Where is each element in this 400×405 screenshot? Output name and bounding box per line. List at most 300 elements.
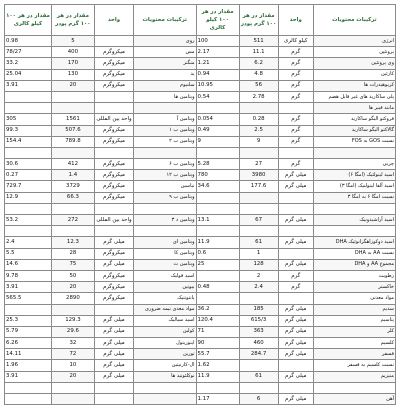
left-gram-cell: 3729: [51, 181, 94, 192]
right-kcal-cell: 71: [196, 326, 239, 337]
left-component-cell: ویتامین کا: [134, 248, 197, 259]
left-gram-cell: [51, 147, 94, 158]
right-component-cell: کربوهیدرات ها: [313, 80, 395, 91]
right-gram-cell: [239, 203, 278, 214]
left-gram-cell: 412: [51, 159, 94, 170]
right-kcal-cell: [196, 203, 239, 214]
table-row: [5, 326, 396, 337]
left-component-cell: بیوتین: [134, 282, 197, 293]
right-gram-cell: 67: [239, 215, 278, 226]
table-row: [5, 147, 396, 158]
table-row: [5, 349, 396, 360]
right-unit-cell: گرم: [278, 270, 313, 281]
left-unit-cell: [94, 36, 133, 47]
left-unit-cell: میکروگرم: [94, 170, 133, 181]
right-component-cell: نسبت امگا ۶ به امگا ۳: [313, 192, 395, 203]
right-unit-cell: [278, 248, 313, 259]
left-kcal-cell: 3.91: [5, 282, 52, 293]
right-gram-cell: [239, 147, 278, 158]
right-gram-cell: 6: [239, 394, 278, 405]
left-kcal-cell: [5, 394, 52, 405]
left-component-cell: ویتامین ها: [134, 91, 197, 102]
header-right-amount: مقدار در هر ۱۰۰ کیلو کالری: [196, 5, 239, 36]
right-component-cell: [313, 203, 395, 214]
left-kcal-cell: [5, 203, 52, 214]
right-kcal-cell: 5.28: [196, 159, 239, 170]
right-kcal-cell: 13.1: [196, 215, 239, 226]
right-kcal-cell: 100: [196, 36, 239, 47]
left-gram-cell: [51, 226, 94, 237]
right-component-cell: آهن: [313, 394, 395, 405]
right-gram-cell: 128: [239, 259, 278, 270]
right-component-cell: کلسیم: [313, 338, 395, 349]
left-unit-cell: [94, 203, 133, 214]
left-gram-cell: 789.8: [51, 136, 94, 147]
left-gram-cell: 5: [51, 36, 94, 47]
left-gram-cell: 32: [51, 338, 94, 349]
left-kcal-cell: 14.11: [5, 349, 52, 360]
left-unit-cell: [94, 91, 133, 102]
right-gram-cell: 2.78: [239, 91, 278, 102]
right-unit-cell: گرم: [278, 114, 313, 125]
right-component-cell: انرژی: [313, 36, 395, 47]
right-component-cell: [313, 226, 395, 237]
right-kcal-cell: 10.95: [196, 80, 239, 91]
right-unit-cell: میلی گرم: [278, 315, 313, 326]
right-unit-cell: گرم: [278, 80, 313, 91]
right-unit-cell: گرم: [278, 58, 313, 69]
left-kcal-cell: 12.9: [5, 192, 52, 203]
right-kcal-cell: 780: [196, 170, 239, 181]
right-component-cell: منیزیم: [313, 371, 395, 382]
left-component-cell: ویتامین ب ۲: [134, 136, 197, 147]
table-row: [5, 293, 396, 304]
left-unit-cell: میکروگرم: [94, 270, 133, 281]
left-unit-cell: میلی گرم: [94, 338, 133, 349]
right-unit-cell: میلی گرم: [278, 338, 313, 349]
right-gram-cell: 0.28: [239, 114, 278, 125]
nutrition-table: [4, 4, 396, 405]
left-kcal-cell: 154.4: [5, 136, 52, 147]
right-component-cell: اسید آلفا لینولنیک (امگا ۳): [313, 181, 395, 192]
table-row: [5, 282, 396, 293]
right-unit-cell: گرم: [278, 136, 313, 147]
left-unit-cell: واحد بین المللی: [94, 215, 133, 226]
right-gram-cell: 363: [239, 326, 278, 337]
left-component-cell: مس: [134, 47, 197, 58]
left-unit-cell: میکروگرم: [94, 58, 133, 69]
left-gram-cell: 20: [51, 282, 94, 293]
left-kcal-cell: 729.7: [5, 181, 52, 192]
left-unit-cell: [94, 382, 133, 393]
right-component-cell: کلر: [313, 326, 395, 337]
left-kcal-cell: 2.4: [5, 237, 52, 248]
left-component-cell: منگنز: [134, 58, 197, 69]
right-component-cell: خاکستر: [313, 282, 395, 293]
left-kcal-cell: 305: [5, 114, 52, 125]
right-gram-cell: 177.6: [239, 181, 278, 192]
left-component-cell: اسید سیالیک: [134, 315, 197, 326]
left-component-cell: نوکلئوتید ها: [134, 371, 197, 382]
right-gram-cell: 615/3: [239, 315, 278, 326]
table-row: [5, 226, 396, 237]
left-gram-cell: 272: [51, 215, 94, 226]
left-unit-cell: میکروگرم: [94, 192, 133, 203]
table-row: [5, 338, 396, 349]
left-gram-cell: [51, 304, 94, 315]
right-component-cell: نسبت کلسیم به فسفر: [313, 360, 395, 371]
left-gram-cell: [51, 203, 94, 214]
right-kcal-cell: 0.49: [196, 125, 239, 136]
right-component-cell: اسید آراشیدونیک: [313, 215, 395, 226]
left-component-cell: [134, 203, 197, 214]
left-unit-cell: میکروگرم: [94, 125, 133, 136]
left-component-cell: [134, 394, 197, 405]
table-row: [5, 36, 396, 47]
right-gram-cell: 61: [239, 237, 278, 248]
table-row: [5, 203, 396, 214]
right-gram-cell: 56: [239, 80, 278, 91]
table-row: [5, 136, 396, 147]
right-kcal-cell: 55.7: [196, 349, 239, 360]
right-component-cell: گالاکتو الیگو ساکارید: [313, 125, 395, 136]
right-kcal-cell: 11.9: [196, 371, 239, 382]
right-gram-cell: 2: [239, 270, 278, 281]
left-component-cell: [134, 226, 197, 237]
right-gram-cell: 4.8: [239, 69, 278, 80]
right-gram-cell: 11.1: [239, 47, 278, 58]
right-unit-cell: میلی گرم: [278, 215, 313, 226]
table-row: [5, 192, 396, 203]
table-row: [5, 181, 396, 192]
right-unit-cell: گرم: [278, 159, 313, 170]
right-gram-cell: [239, 226, 278, 237]
left-unit-cell: میلی گرم: [94, 371, 133, 382]
left-kcal-cell: 0.98: [5, 36, 52, 47]
table-row: [5, 91, 396, 102]
right-unit-cell: [278, 203, 313, 214]
right-unit-cell: میلی گرم: [278, 349, 313, 360]
right-unit-cell: گرم: [278, 91, 313, 102]
left-component-cell: ویتامین ب ۹: [134, 192, 197, 203]
left-unit-cell: میلی گرم: [94, 326, 133, 337]
left-unit-cell: میکروگرم: [94, 80, 133, 91]
right-kcal-cell: 34.6: [196, 181, 239, 192]
left-component-cell: تورین: [134, 349, 197, 360]
left-component-cell: ویتامین د ۳: [134, 215, 197, 226]
right-component-cell: وی پروتئین: [313, 58, 395, 69]
table-row: [5, 304, 396, 315]
right-unit-cell: میلی گرم: [278, 394, 313, 405]
left-component-cell: کولین: [134, 326, 197, 337]
left-component-cell: ویتامین آ: [134, 114, 197, 125]
right-unit-cell: [278, 147, 313, 158]
left-component-cell: سلنیوم: [134, 80, 197, 91]
left-kcal-cell: 33.2: [5, 58, 52, 69]
right-kcal-cell: [196, 226, 239, 237]
left-gram-cell: 170: [51, 58, 94, 69]
table-header-row: [5, 5, 396, 36]
right-unit-cell: کیلو کالری: [278, 36, 313, 47]
right-unit-cell: میلی گرم: [278, 181, 313, 192]
table-row: [5, 170, 396, 181]
right-component-cell: فسفر: [313, 349, 395, 360]
right-kcal-cell: 0.94: [196, 69, 239, 80]
left-gram-cell: 75: [51, 259, 94, 270]
left-gram-cell: [51, 394, 94, 405]
left-component-cell: [134, 382, 197, 393]
right-kcal-cell: 11.9: [196, 237, 239, 248]
left-kcal-cell: 1.96: [5, 360, 52, 371]
right-kcal-cell: [196, 382, 239, 393]
left-component-cell: ویتامین ب ۱: [134, 125, 197, 136]
right-gram-cell: 1: [239, 248, 278, 259]
right-component-cell: مجموع AA و DHA: [313, 259, 395, 270]
left-component-cell: نیاسین: [134, 181, 197, 192]
table-row: [5, 114, 396, 125]
left-kcal-cell: 565.5: [5, 293, 52, 304]
left-component-cell: ویتامین ب ۶: [134, 159, 197, 170]
left-gram-cell: 66.3: [51, 192, 94, 203]
right-kcal-cell: 0.6: [196, 248, 239, 259]
left-unit-cell: میلی گرم: [94, 237, 133, 248]
right-component-cell: اسید لینولئیک (امگا ۶): [313, 170, 395, 181]
right-component-cell: مواد معدنی: [313, 293, 395, 304]
left-kcal-cell: [5, 147, 52, 158]
table-row: [5, 103, 396, 114]
left-unit-cell: میکروگرم: [94, 293, 133, 304]
left-component-cell: ویتامین ب ۱۲: [134, 170, 197, 181]
left-component-cell: ویتامین ای: [134, 237, 197, 248]
left-component-cell: روی: [134, 36, 197, 47]
left-component-cell: مواد مغذی نیمه ضروری: [134, 304, 197, 315]
table-row: [5, 270, 396, 281]
right-unit-cell: میلی گرم: [278, 326, 313, 337]
left-kcal-cell: 14.6: [5, 259, 52, 270]
right-unit-cell: [278, 192, 313, 203]
right-unit-cell: گرم: [278, 69, 313, 80]
right-gram-cell: [239, 360, 278, 371]
left-kcal-cell: 53.2: [5, 215, 52, 226]
table-row: [5, 58, 396, 69]
left-component-cell: پانتوتنیک: [134, 293, 197, 304]
left-gram-cell: 1.4: [51, 170, 94, 181]
left-gram-cell: 20: [51, 371, 94, 382]
right-unit-cell: [278, 382, 313, 393]
left-kcal-cell: 25.04: [5, 69, 52, 80]
left-kcal-cell: 78/27: [5, 47, 52, 58]
right-unit-cell: میلی گرم: [278, 170, 313, 181]
right-kcal-cell: [196, 192, 239, 203]
right-unit-cell: میلی گرم: [278, 304, 313, 315]
left-kcal-cell: 3.91: [5, 80, 52, 91]
right-component-cell: اسید دوکوزاهگزانوئیک DHA: [313, 237, 395, 248]
left-gram-cell: 507.6: [51, 125, 94, 136]
left-gram-cell: 1561: [51, 114, 94, 125]
right-kcal-cell: [196, 270, 239, 281]
left-gram-cell: 12.3: [51, 237, 94, 248]
left-component-cell: اسید فولیک: [134, 270, 197, 281]
left-gram-cell: 129.3: [51, 315, 94, 326]
right-component-cell: مانند فیبر ها: [313, 103, 395, 114]
right-kcal-cell: 9: [196, 136, 239, 147]
left-gram-cell: 72: [51, 349, 94, 360]
right-kcal-cell: 0.054: [196, 114, 239, 125]
left-unit-cell: واحد بین المللی: [94, 114, 133, 125]
right-kcal-cell: [196, 293, 239, 304]
left-kcal-cell: [5, 304, 52, 315]
right-gram-cell: 460: [239, 338, 278, 349]
left-gram-cell: 50: [51, 270, 94, 281]
right-kcal-cell: 90: [196, 338, 239, 349]
left-kcal-cell: [5, 226, 52, 237]
right-unit-cell: [278, 360, 313, 371]
left-gram-cell: 28: [51, 248, 94, 259]
right-kcal-cell: 1.62: [196, 360, 239, 371]
right-kcal-cell: 1.17: [196, 394, 239, 405]
left-component-cell: [134, 147, 197, 158]
left-gram-cell: [51, 103, 94, 114]
header-right-unit: واحد: [278, 5, 313, 36]
left-gram-cell: 20: [51, 80, 94, 91]
left-unit-cell: میکروگرم: [94, 282, 133, 293]
right-unit-cell: [278, 103, 313, 114]
left-component-cell: [134, 103, 197, 114]
table-row: [5, 360, 396, 371]
left-component-cell: ال-کارنیتین: [134, 360, 197, 371]
left-unit-cell: میکروگرم: [94, 47, 133, 58]
table-row: [5, 80, 396, 91]
right-unit-cell: [278, 226, 313, 237]
left-unit-cell: میلی گرم: [94, 315, 133, 326]
left-kcal-cell: 5.79: [5, 326, 52, 337]
left-gram-cell: 2890: [51, 293, 94, 304]
right-component-cell: پروتئین: [313, 47, 395, 58]
left-unit-cell: میکروگرم: [94, 159, 133, 170]
left-gram-cell: 29.6: [51, 326, 94, 337]
header-right-per-gram: مقدار در هر ۱۰۰ گرم پودر: [239, 5, 278, 36]
right-gram-cell: [239, 103, 278, 114]
table-row: [5, 315, 396, 326]
header-left-unit: واحد: [94, 5, 133, 36]
table-row: [5, 47, 396, 58]
left-unit-cell: میلی گرم: [94, 259, 133, 270]
right-component-cell: [313, 382, 395, 393]
left-component-cell: ویتامین ث: [134, 259, 197, 270]
left-unit-cell: [94, 226, 133, 237]
right-gram-cell: 185: [239, 304, 278, 315]
left-unit-cell: میلی گرم: [94, 360, 133, 371]
left-kcal-cell: [5, 91, 52, 102]
right-kcal-cell: [196, 103, 239, 114]
left-kcal-cell: 5.5: [5, 248, 52, 259]
left-unit-cell: میکروگرم: [94, 181, 133, 192]
left-kcal-cell: [5, 382, 52, 393]
right-unit-cell: میلی گرم: [278, 371, 313, 382]
right-gram-cell: 3980: [239, 170, 278, 181]
left-kcal-cell: 0.27: [5, 170, 52, 181]
right-component-cell: سدیم: [313, 304, 395, 315]
right-kcal-cell: [196, 147, 239, 158]
right-component-cell: نسبت GOS به FOS: [313, 136, 395, 147]
left-gram-cell: 400: [51, 47, 94, 58]
right-unit-cell: [278, 293, 313, 304]
table-body: [5, 36, 396, 405]
left-kcal-cell: 9.78: [5, 270, 52, 281]
right-gram-cell: 9: [239, 136, 278, 147]
right-gram-cell: 61: [239, 371, 278, 382]
right-component-cell: پتاسیم: [313, 315, 395, 326]
left-unit-cell: میکروگرم: [94, 136, 133, 147]
table-row: [5, 259, 396, 270]
right-gram-cell: 27: [239, 159, 278, 170]
table-row: [5, 371, 396, 382]
left-component-cell: اینوزیتول: [134, 338, 197, 349]
right-gram-cell: [239, 382, 278, 393]
left-gram-cell: 130: [51, 69, 94, 80]
table-row: [5, 248, 396, 259]
right-unit-cell: گرم: [278, 125, 313, 136]
right-gram-cell: 284.7: [239, 349, 278, 360]
table-row: [5, 215, 396, 226]
left-unit-cell: میکروگرم: [94, 69, 133, 80]
right-unit-cell: میلی گرم: [278, 237, 313, 248]
left-component-cell: ید: [134, 69, 197, 80]
left-unit-cell: [94, 147, 133, 158]
right-component-cell: چربی: [313, 159, 395, 170]
table-row: [5, 125, 396, 136]
right-kcal-cell: 1.21: [196, 58, 239, 69]
header-right-components: ترکیبات محتویات: [313, 5, 395, 36]
right-gram-cell: 6.2: [239, 58, 278, 69]
right-component-cell: [313, 147, 395, 158]
right-kcal-cell: 2.17: [196, 47, 239, 58]
right-unit-cell: میلی گرم: [278, 259, 313, 270]
left-gram-cell: [51, 382, 94, 393]
right-component-cell: پلی ساکارید های غیر قابل هضم: [313, 91, 395, 102]
right-gram-cell: 2.4: [239, 282, 278, 293]
right-component-cell: نسبت AA به DHA: [313, 248, 395, 259]
right-kcal-cell: 0.48: [196, 282, 239, 293]
left-gram-cell: 10: [51, 360, 94, 371]
left-kcal-cell: 30.6: [5, 159, 52, 170]
header-left-components: ترکیبات محتویات: [134, 5, 197, 36]
right-gram-cell: 511: [239, 36, 278, 47]
left-kcal-cell: 99.3: [5, 125, 52, 136]
right-gram-cell: [239, 192, 278, 203]
right-unit-cell: گرم: [278, 282, 313, 293]
right-kcal-cell: 36.2: [196, 304, 239, 315]
nutrition-table-container: [4, 4, 396, 402]
table-row: [5, 382, 396, 393]
right-component-cell: کازئین: [313, 69, 395, 80]
left-unit-cell: میکروگرم: [94, 248, 133, 259]
left-unit-cell: میلی گرم: [94, 349, 133, 360]
right-component-cell: رطوبت: [313, 270, 395, 281]
right-kcal-cell: 0.54: [196, 91, 239, 102]
left-unit-cell: [94, 394, 133, 405]
right-gram-cell: 2.5: [239, 125, 278, 136]
left-kcal-cell: 6.26: [5, 338, 52, 349]
table-row: [5, 69, 396, 80]
right-component-cell: فروکتو الیگو ساکارید: [313, 114, 395, 125]
left-unit-cell: [94, 304, 133, 315]
left-kcal-cell: [5, 103, 52, 114]
left-gram-cell: [51, 91, 94, 102]
right-unit-cell: گرم: [278, 47, 313, 58]
left-kcal-cell: 25.3: [5, 315, 52, 326]
header-left-per-gram: مقدار در هر ۱۰۰ گرم پودر: [51, 5, 94, 36]
